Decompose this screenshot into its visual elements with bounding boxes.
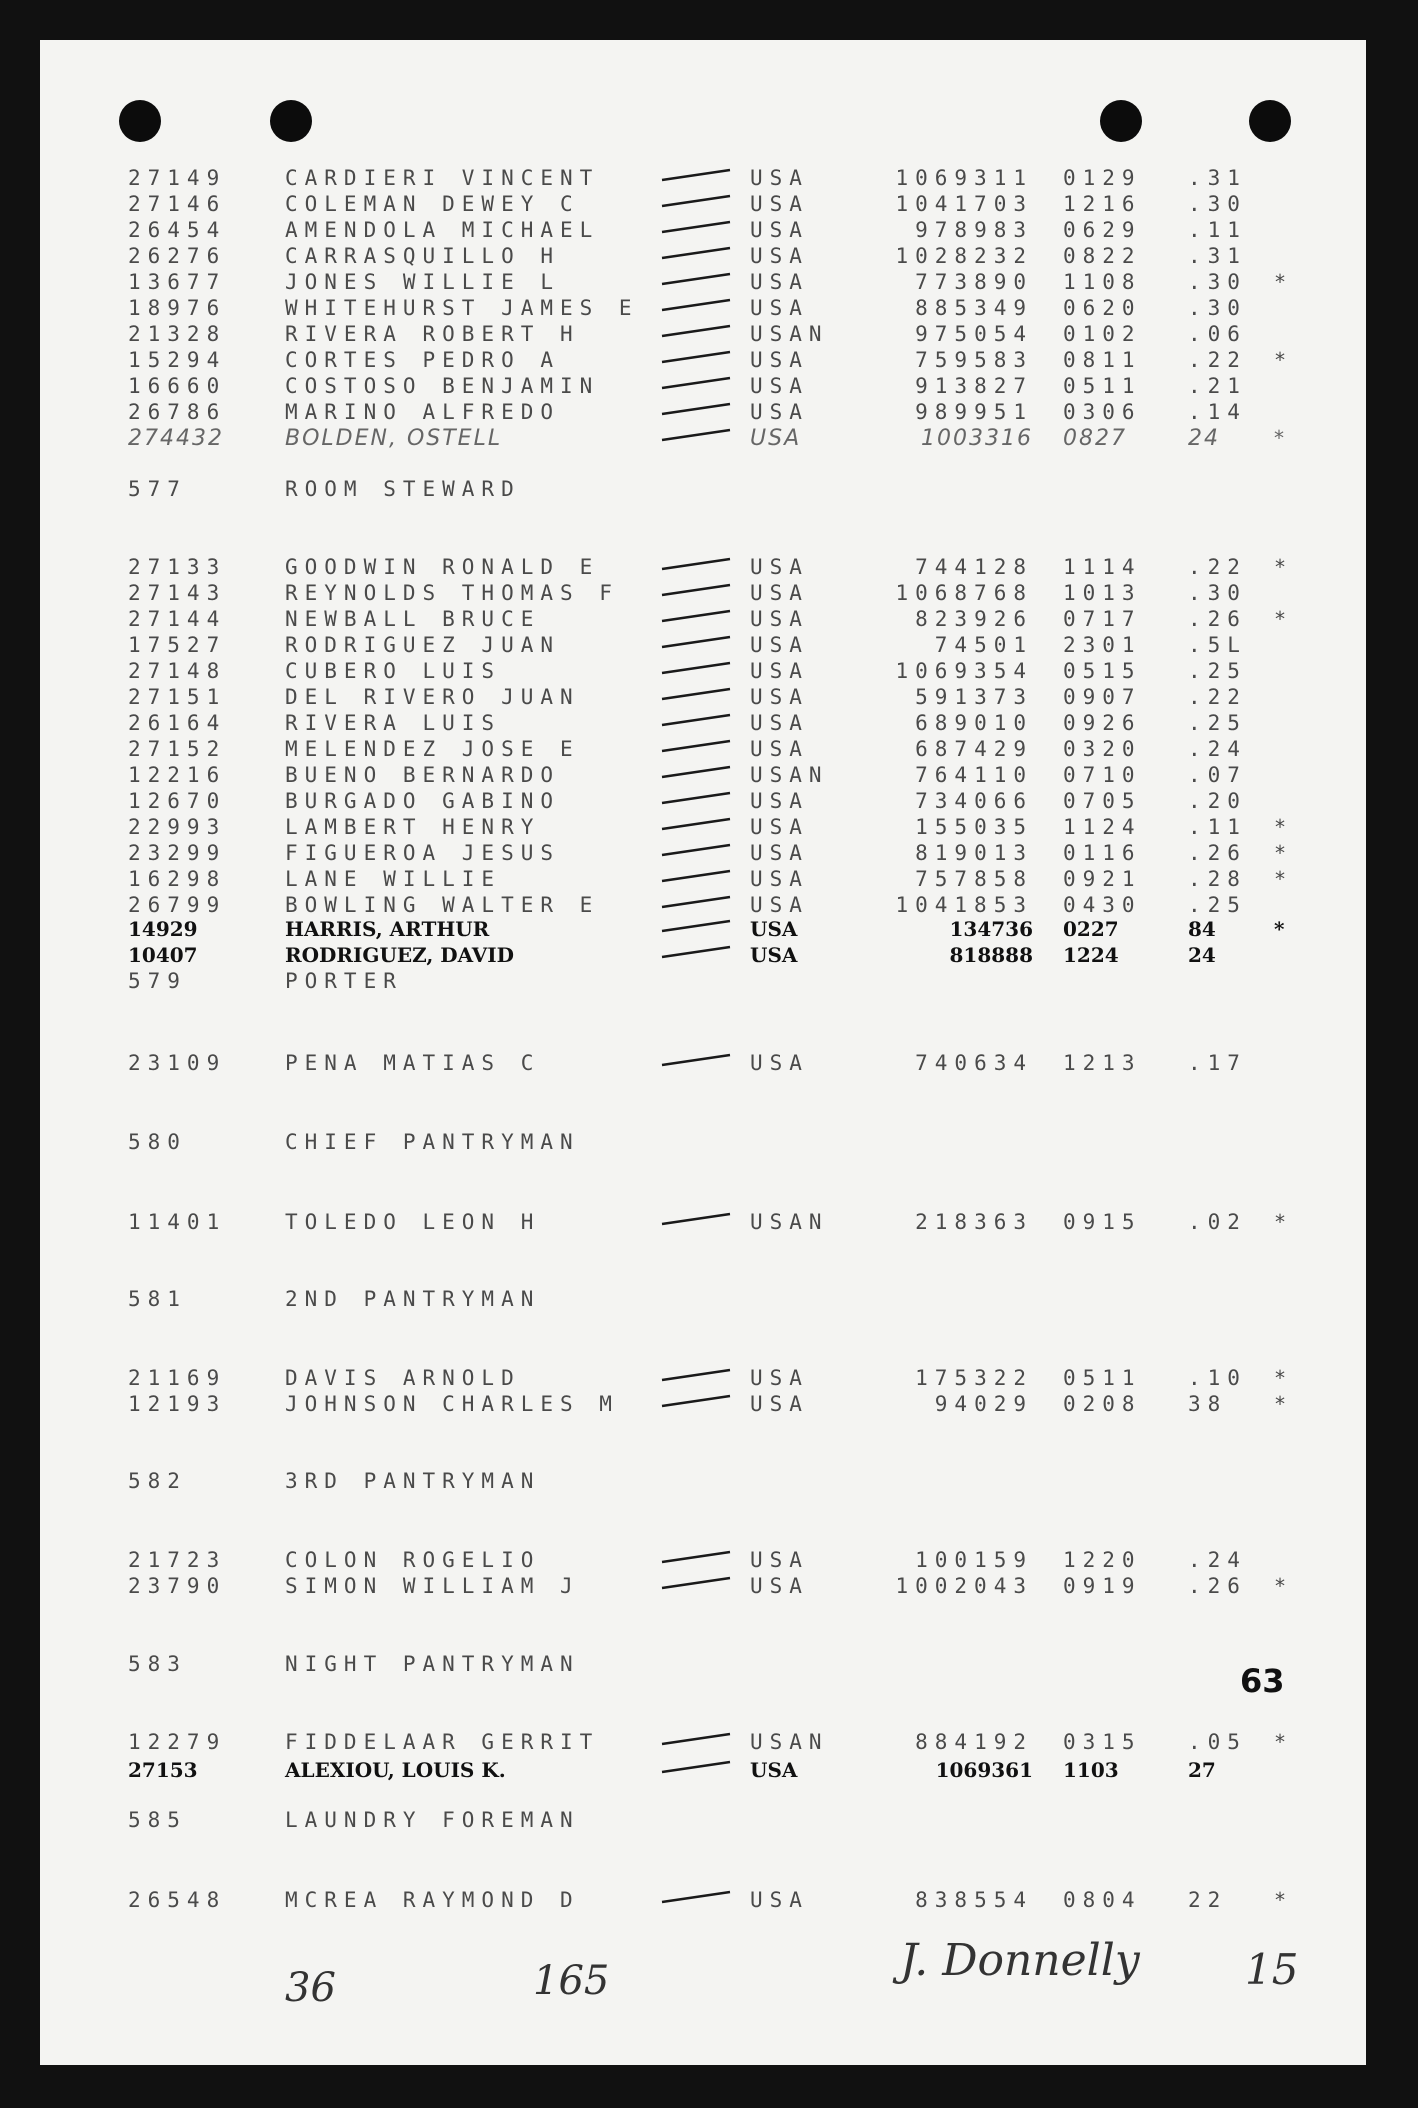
cell-cert: 989951 bbox=[915, 400, 1033, 424]
cell-nat: USA bbox=[750, 943, 798, 967]
cell-name: BURGADO GABINO bbox=[285, 789, 561, 813]
cell-num: 27133 bbox=[128, 555, 227, 579]
cell-date: 1108 bbox=[1063, 270, 1142, 294]
cell-rate: .25 bbox=[1188, 893, 1247, 917]
cell-nat: USAN bbox=[750, 322, 829, 346]
cell-name: MARINO ALFREDO bbox=[285, 400, 561, 424]
cell-date: 1220 bbox=[1063, 1548, 1142, 1572]
cell-nat: USA bbox=[750, 685, 809, 709]
cell-name: MELENDEZ JOSE E bbox=[285, 737, 580, 761]
cell-rate: .31 bbox=[1188, 166, 1247, 190]
cell-cert: 884192 bbox=[915, 1730, 1033, 1754]
cell-num: 26786 bbox=[128, 400, 227, 424]
cell-nat: USA bbox=[750, 192, 809, 216]
cell-rate: .20 bbox=[1188, 789, 1247, 813]
cell-nat: USA bbox=[750, 166, 809, 190]
cell-nat: USA bbox=[750, 1051, 809, 1075]
cell-date: 1216 bbox=[1063, 192, 1142, 216]
cell-cert: 74501 bbox=[934, 633, 1033, 657]
cell-num: 14929 bbox=[128, 917, 198, 941]
cell-cert: 1069311 bbox=[895, 166, 1033, 190]
check-mark bbox=[662, 845, 730, 855]
cell-rate: .14 bbox=[1188, 400, 1247, 424]
cell-num: 22993 bbox=[128, 815, 227, 839]
section-title: CHIEF PANTRYMAN bbox=[285, 1130, 580, 1154]
cell-name: COSTOSO BENJAMIN bbox=[285, 374, 600, 398]
check-mark bbox=[662, 222, 730, 232]
cell-star: * bbox=[1274, 1366, 1287, 1390]
cell-nat: USA bbox=[750, 426, 802, 451]
cell-name: RODRIGUEZ, DAVID bbox=[285, 943, 514, 967]
cell-star: * bbox=[1274, 867, 1287, 891]
cell-rate: .5L bbox=[1188, 633, 1247, 657]
cell-nat: USA bbox=[750, 633, 809, 657]
cell-date: 0320 bbox=[1063, 737, 1142, 761]
check-mark bbox=[662, 689, 730, 699]
cell-cert: 1041853 bbox=[895, 893, 1033, 917]
check-mark bbox=[662, 1734, 730, 1744]
cell-num: 21169 bbox=[128, 1366, 227, 1390]
check-mark bbox=[662, 326, 730, 336]
cell-cert: 773890 bbox=[915, 270, 1033, 294]
section-title: NIGHT PANTRYMAN bbox=[285, 1652, 580, 1676]
cell-name: SIMON WILLIAM J bbox=[285, 1574, 580, 1598]
cell-name: DEL RIVERO JUAN bbox=[285, 685, 580, 709]
cell-rate: .30 bbox=[1188, 296, 1247, 320]
cell-name: REYNOLDS THOMAS F bbox=[285, 581, 619, 605]
cell-date: 0511 bbox=[1063, 1366, 1142, 1390]
cell-num: 27146 bbox=[128, 192, 227, 216]
cell-name: TOLEDO LEON H bbox=[285, 1210, 541, 1234]
cell-date: 0227 bbox=[1063, 917, 1119, 941]
cell-nat: USA bbox=[750, 374, 809, 398]
cell-name: COLEMAN DEWEY C bbox=[285, 192, 580, 216]
section-title: LAUNDRY FOREMAN bbox=[285, 1808, 580, 1832]
cell-date: 0116 bbox=[1063, 841, 1142, 865]
check-mark bbox=[662, 352, 730, 362]
cell-nat: USA bbox=[750, 1548, 809, 1572]
section-title: 3RD PANTRYMAN bbox=[285, 1469, 541, 1493]
check-mark bbox=[662, 1214, 730, 1224]
check-mark bbox=[662, 663, 730, 673]
cell-cert: 689010 bbox=[915, 711, 1033, 735]
cell-num: 10407 bbox=[128, 943, 198, 967]
cell-num: 26276 bbox=[128, 244, 227, 268]
cell-cert: 823926 bbox=[915, 607, 1033, 631]
check-mark bbox=[662, 921, 730, 931]
cell-cert: 1041703 bbox=[895, 192, 1033, 216]
cell-date: 0515 bbox=[1063, 659, 1142, 683]
cell-nat: USAN bbox=[750, 1730, 829, 1754]
cell-name: MCREA RAYMOND D bbox=[285, 1888, 580, 1912]
cell-num: 27148 bbox=[128, 659, 227, 683]
cell-cert: 591373 bbox=[915, 685, 1033, 709]
cell-nat: USA bbox=[750, 1366, 809, 1390]
cell-name: RIVERA ROBERT H bbox=[285, 322, 580, 346]
cell-name: RODRIGUEZ JUAN bbox=[285, 633, 561, 657]
cell-cert: 757858 bbox=[915, 867, 1033, 891]
cell-num: 274432 bbox=[128, 426, 224, 451]
cell-date: 0208 bbox=[1063, 1392, 1142, 1416]
cell-num: 26799 bbox=[128, 893, 227, 917]
cell-name: WHITEHURST JAMES E bbox=[285, 296, 639, 320]
cell-nat: USA bbox=[750, 867, 809, 891]
cell-num: 17527 bbox=[128, 633, 227, 657]
cell-name: JOHNSON CHARLES M bbox=[285, 1392, 619, 1416]
cell-star: * bbox=[1274, 1730, 1287, 1754]
cell-cert: 734066 bbox=[915, 789, 1033, 813]
cell-star: * bbox=[1274, 270, 1287, 294]
cell-rate: 22 bbox=[1188, 1888, 1228, 1912]
cell-num: 11401 bbox=[128, 1210, 227, 1234]
cell-num: 26454 bbox=[128, 218, 227, 242]
cell-num: 23109 bbox=[128, 1051, 227, 1075]
cell-date: 1124 bbox=[1063, 815, 1142, 839]
cell-rate: .30 bbox=[1188, 270, 1247, 294]
cell-rate: .30 bbox=[1188, 581, 1247, 605]
cell-rate: .31 bbox=[1188, 244, 1247, 268]
check-mark bbox=[662, 793, 730, 803]
cell-nat: USA bbox=[750, 607, 809, 631]
cell-star: * bbox=[1274, 607, 1287, 631]
cell-num: 18976 bbox=[128, 296, 227, 320]
cell-rate: .11 bbox=[1188, 218, 1247, 242]
cell-cert: 687429 bbox=[915, 737, 1033, 761]
handwritten-number-right: 15 bbox=[1245, 1945, 1299, 1994]
check-mark bbox=[662, 715, 730, 725]
cell-rate: .07 bbox=[1188, 763, 1247, 787]
cell-num: 26164 bbox=[128, 711, 227, 735]
cell-rate: .24 bbox=[1188, 1548, 1247, 1572]
cell-date: 0804 bbox=[1063, 1888, 1142, 1912]
cell-name: AMENDOLA MICHAEL bbox=[285, 218, 600, 242]
cell-rate: 27 bbox=[1188, 1758, 1216, 1782]
cell-num: 13677 bbox=[128, 270, 227, 294]
cell-cert: 155035 bbox=[915, 815, 1033, 839]
check-mark bbox=[662, 741, 730, 751]
cell-nat: USA bbox=[750, 737, 809, 761]
cell-rate: 24 bbox=[1188, 943, 1216, 967]
cell-cert: 764110 bbox=[915, 763, 1033, 787]
check-mark bbox=[662, 1370, 730, 1380]
cell-star: * bbox=[1274, 348, 1287, 372]
cell-date: 0306 bbox=[1063, 400, 1142, 424]
cell-nat: USA bbox=[750, 815, 809, 839]
cell-name: CORTES PEDRO A bbox=[285, 348, 561, 372]
cell-nat: USA bbox=[750, 244, 809, 268]
check-mark bbox=[662, 248, 730, 258]
cell-rate: .22 bbox=[1188, 348, 1247, 372]
cell-cert: 744128 bbox=[915, 555, 1033, 579]
cell-num: 16298 bbox=[128, 867, 227, 891]
cell-date: 0827 bbox=[1063, 426, 1127, 451]
handwritten-number-left: 36 bbox=[285, 1965, 336, 2011]
cell-num: 16660 bbox=[128, 374, 227, 398]
cell-name: GOODWIN RONALD E bbox=[285, 555, 600, 579]
cell-name: PENA MATIAS C bbox=[285, 1051, 541, 1075]
cell-cert: 978983 bbox=[915, 218, 1033, 242]
cell-rate: 38 bbox=[1188, 1392, 1228, 1416]
cell-num: 27151 bbox=[128, 685, 227, 709]
cell-rate: .02 bbox=[1188, 1210, 1247, 1234]
cell-date: 0919 bbox=[1063, 1574, 1142, 1598]
cell-name: FIDDELAAR GERRIT bbox=[285, 1730, 600, 1754]
section-code: 577 bbox=[128, 477, 187, 501]
section-title: ROOM STEWARD bbox=[285, 477, 521, 501]
cell-nat: USAN bbox=[750, 763, 829, 787]
cell-star: * bbox=[1274, 426, 1284, 450]
cell-num: 12279 bbox=[128, 1730, 227, 1754]
cell-rate: .05 bbox=[1188, 1730, 1247, 1754]
cell-nat: USA bbox=[750, 659, 809, 683]
check-mark bbox=[662, 611, 730, 621]
cell-nat: USA bbox=[750, 841, 809, 865]
cell-cert: 1069354 bbox=[895, 659, 1033, 683]
cell-cert: 819013 bbox=[915, 841, 1033, 865]
cell-name: FIGUEROA JESUS bbox=[285, 841, 561, 865]
cell-name: NEWBALL BRUCE bbox=[285, 607, 541, 631]
cell-rate: .26 bbox=[1188, 607, 1247, 631]
cell-nat: USA bbox=[750, 400, 809, 424]
cell-name: BUENO BERNARDO bbox=[285, 763, 561, 787]
cell-nat: USA bbox=[750, 789, 809, 813]
check-mark bbox=[662, 196, 730, 206]
cell-rate: .25 bbox=[1188, 659, 1247, 683]
cell-num: 23299 bbox=[128, 841, 227, 865]
check-mark bbox=[662, 1055, 730, 1065]
cell-star: * bbox=[1274, 1210, 1287, 1234]
check-mark bbox=[662, 404, 730, 414]
check-mark bbox=[662, 300, 730, 310]
cell-name: COLON ROGELIO bbox=[285, 1548, 541, 1572]
cell-cert: 134736 bbox=[949, 917, 1033, 941]
cell-nat: USA bbox=[750, 1758, 798, 1782]
cell-nat: USA bbox=[750, 348, 809, 372]
check-mark bbox=[662, 637, 730, 647]
cell-date: 0629 bbox=[1063, 218, 1142, 242]
section-code: 580 bbox=[128, 1130, 187, 1154]
check-mark bbox=[662, 767, 730, 777]
cell-date: 1224 bbox=[1063, 943, 1119, 967]
cell-star: * bbox=[1274, 841, 1287, 865]
check-mark bbox=[662, 274, 730, 284]
cell-rate: .26 bbox=[1188, 841, 1247, 865]
cell-cert: 818888 bbox=[949, 943, 1033, 967]
cell-num: 27152 bbox=[128, 737, 227, 761]
check-mark bbox=[662, 1552, 730, 1562]
cell-star: * bbox=[1274, 815, 1287, 839]
cell-cert: 975054 bbox=[915, 322, 1033, 346]
section-code: 583 bbox=[128, 1652, 187, 1676]
cell-nat: USA bbox=[750, 1574, 809, 1598]
cell-star: * bbox=[1274, 1574, 1287, 1598]
cell-num: 27153 bbox=[128, 1758, 198, 1782]
cell-nat: USA bbox=[750, 270, 809, 294]
cell-date: 0822 bbox=[1063, 244, 1142, 268]
cell-rate: .26 bbox=[1188, 1574, 1247, 1598]
cell-cert: 838554 bbox=[915, 1888, 1033, 1912]
cell-cert: 1069361 bbox=[935, 1758, 1033, 1782]
cell-num: 12216 bbox=[128, 763, 227, 787]
cell-date: 0926 bbox=[1063, 711, 1142, 735]
check-mark bbox=[662, 170, 730, 180]
cell-date: 0102 bbox=[1063, 322, 1142, 346]
check-mark bbox=[662, 585, 730, 595]
cell-star: * bbox=[1274, 1392, 1287, 1416]
cell-num: 27144 bbox=[128, 607, 227, 631]
cell-date: 0915 bbox=[1063, 1210, 1142, 1234]
cell-num: 27143 bbox=[128, 581, 227, 605]
cell-name: DAVIS ARNOLD bbox=[285, 1366, 521, 1390]
cell-num: 21328 bbox=[128, 322, 227, 346]
check-mark bbox=[662, 378, 730, 388]
cell-num: 27149 bbox=[128, 166, 227, 190]
cell-name: BOWLING WALTER E bbox=[285, 893, 600, 917]
cell-cert: 740634 bbox=[915, 1051, 1033, 1075]
cell-cert: 218363 bbox=[915, 1210, 1033, 1234]
cell-rate: .30 bbox=[1188, 192, 1247, 216]
cell-date: 0620 bbox=[1063, 296, 1142, 320]
cell-cert: 94029 bbox=[934, 1392, 1033, 1416]
cell-num: 12193 bbox=[128, 1392, 227, 1416]
cell-nat: USA bbox=[750, 581, 809, 605]
section-code: 579 bbox=[128, 969, 187, 993]
cell-nat: USA bbox=[750, 218, 809, 242]
cell-num: 26548 bbox=[128, 1888, 227, 1912]
signature: J. Donnelly bbox=[900, 1935, 1140, 1986]
page-number: 63 bbox=[1240, 1662, 1285, 1700]
cell-name: HARRIS, ARTHUR bbox=[285, 917, 490, 941]
cell-date: 1013 bbox=[1063, 581, 1142, 605]
cell-date: 0430 bbox=[1063, 893, 1142, 917]
cell-date: 1213 bbox=[1063, 1051, 1142, 1075]
check-mark bbox=[662, 430, 730, 440]
cell-date: 0717 bbox=[1063, 607, 1142, 631]
cell-date: 0129 bbox=[1063, 166, 1142, 190]
cell-name: LANE WILLIE bbox=[285, 867, 502, 891]
cell-cert: 1002043 bbox=[895, 1574, 1033, 1598]
cell-rate: .24 bbox=[1188, 737, 1247, 761]
check-mark bbox=[662, 897, 730, 907]
cell-num: 23790 bbox=[128, 1574, 227, 1598]
cell-star: * bbox=[1274, 1888, 1287, 1912]
section-code: 585 bbox=[128, 1808, 187, 1832]
cell-date: 0907 bbox=[1063, 685, 1142, 709]
cell-nat: USA bbox=[750, 893, 809, 917]
check-mark bbox=[662, 559, 730, 569]
cell-name: CARRASQUILLO H bbox=[285, 244, 561, 268]
cell-rate: .10 bbox=[1188, 1366, 1247, 1390]
cell-rate: .28 bbox=[1188, 867, 1247, 891]
cell-num: 15294 bbox=[128, 348, 227, 372]
cell-date: 0921 bbox=[1063, 867, 1142, 891]
check-mark bbox=[662, 1396, 730, 1406]
section-code: 582 bbox=[128, 1469, 187, 1493]
check-mark bbox=[662, 1578, 730, 1588]
cell-cert: 885349 bbox=[915, 296, 1033, 320]
section-title: PORTER bbox=[285, 969, 403, 993]
cell-nat: USA bbox=[750, 1392, 809, 1416]
cell-name: BOLDEN, OSTELL bbox=[285, 426, 503, 451]
cell-date: 0811 bbox=[1063, 348, 1142, 372]
cell-rate: 84 bbox=[1188, 917, 1216, 941]
cell-name: CUBERO LUIS bbox=[285, 659, 502, 683]
cell-date: 0705 bbox=[1063, 789, 1142, 813]
cell-cert: 1003316 bbox=[921, 426, 1033, 451]
check-mark bbox=[662, 1762, 730, 1772]
check-mark bbox=[662, 1892, 730, 1902]
check-mark bbox=[662, 819, 730, 829]
cell-nat: USA bbox=[750, 296, 809, 320]
cell-date: 0511 bbox=[1063, 374, 1142, 398]
section-code: 581 bbox=[128, 1287, 187, 1311]
section-title: 2ND PANTRYMAN bbox=[285, 1287, 541, 1311]
check-mark bbox=[662, 947, 730, 957]
cell-cert: 913827 bbox=[915, 374, 1033, 398]
handwritten-number-middle: 165 bbox=[533, 1958, 610, 2004]
cell-rate: .11 bbox=[1188, 815, 1247, 839]
cell-cert: 1068768 bbox=[895, 581, 1033, 605]
cell-date: 2301 bbox=[1063, 633, 1142, 657]
cell-num: 12670 bbox=[128, 789, 227, 813]
cell-rate: .06 bbox=[1188, 322, 1247, 346]
cell-name: LAMBERT HENRY bbox=[285, 815, 541, 839]
check-mark bbox=[662, 871, 730, 881]
cell-nat: USA bbox=[750, 555, 809, 579]
cell-name: CARDIERI VINCENT bbox=[285, 166, 600, 190]
cell-date: 0710 bbox=[1063, 763, 1142, 787]
cell-nat: USAN bbox=[750, 1210, 829, 1234]
cell-date: 0315 bbox=[1063, 1730, 1142, 1754]
cell-cert: 759583 bbox=[915, 348, 1033, 372]
cell-rate: .17 bbox=[1188, 1051, 1247, 1075]
cell-rate: .22 bbox=[1188, 685, 1247, 709]
cell-num: 21723 bbox=[128, 1548, 227, 1572]
cell-nat: USA bbox=[750, 1888, 809, 1912]
cell-rate: .25 bbox=[1188, 711, 1247, 735]
cell-date: 1114 bbox=[1063, 555, 1142, 579]
cell-cert: 1028232 bbox=[895, 244, 1033, 268]
cell-cert: 100159 bbox=[915, 1548, 1033, 1572]
cell-name: ALEXIOU, LOUIS K. bbox=[285, 1758, 506, 1782]
cell-nat: USA bbox=[750, 917, 798, 941]
cell-name: JONES WILLIE L bbox=[285, 270, 561, 294]
cell-date: 1103 bbox=[1063, 1758, 1119, 1782]
cell-star: * bbox=[1274, 555, 1287, 579]
cell-rate: 24 bbox=[1188, 426, 1220, 451]
cell-rate: .21 bbox=[1188, 374, 1247, 398]
cell-cert: 175322 bbox=[915, 1366, 1033, 1390]
cell-name: RIVERA LUIS bbox=[285, 711, 502, 735]
cell-nat: USA bbox=[750, 711, 809, 735]
cell-rate: .22 bbox=[1188, 555, 1247, 579]
cell-star: * bbox=[1274, 917, 1285, 941]
